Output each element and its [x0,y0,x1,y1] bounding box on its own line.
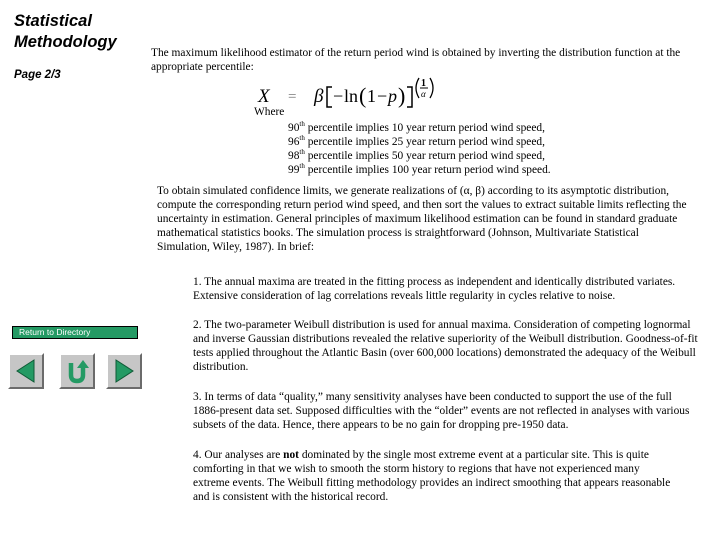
formula-p: p [388,86,397,106]
percentile-list [288,121,551,177]
percentile-item: 98th percentile implies 50 year return period wind speed, [288,148,545,162]
formula-exp-den: α [421,89,426,99]
title-line-2: Methodology [14,33,117,51]
return-to-directory-button[interactable]: Return to Directory [12,326,138,339]
list-item-4: 4. Our analyses are not dominated by the single most extreme event at a particular site. This is quite comforting in that we wish to smooth the storm history to regions that have not experienced many extreme events. The Weibull fitting methodology provides an indirect smoothing that appears reasonable and is consistent with the historical record. [193,449,671,503]
title-line-1: Statistical [14,12,92,30]
sidebar-title [14,11,144,53]
intro-paragraph: The maximum likelihood estimator of the return period wind is obtained by inverting the distribution function at the appropriate percentile: [151,47,681,73]
list-item-3: 3. In terms of data “quality,” many sensitivity analyses have been conducted to support the use of the full 1886-present data set. Supposed difficulties with the “older” events are not reflected in analyses with various subsets of the data. Hence, there appears to be no gain for dropping pre-1950 data. [193,391,690,431]
list-item-1: 1. The annual maxima are treated in the fitting process as independent and identically distributed variates. Extensive consideration of lag correlations reveals little regularity in cycles relative to noise. [193,276,676,302]
percentile-item: 90th percentile implies 10 year return period wind speed, [288,120,545,134]
formula-beta: β [314,86,324,107]
formula-exponent-paren-right [430,78,433,98]
u-turn-arrow-icon [61,355,93,387]
formula-right-bracket [407,87,412,107]
formula-left-paren: ( [359,83,367,108]
formula-ln: ln [344,86,359,106]
formula-equals: = [288,89,297,105]
formula-exp-num: 1 [421,78,426,89]
formula-one: 1 [367,86,376,106]
formula-right-paren: ) [398,83,406,108]
formula-minus-2: − [377,86,388,106]
previous-page-button[interactable] [8,353,44,389]
percentile-item: 99th percentile implies 100 year return period wind speed. [288,162,551,176]
formula-minus: − [333,86,344,106]
formula-x: X [258,86,270,107]
formula-left-bracket [327,87,332,107]
page-indicator: Page 2/3 [14,69,61,81]
where-label: Where [254,106,285,118]
list-item-2: 2. The two-parameter Weibull distribution is used for annual maxima. Consideration of competing lognormal and inverse Gaussian distributions revealed the relative superiority of the Weibull distribution. Goodness-of-fit tests applied throughout the Atlantic Basin (over 600,000 locations) demonstrated the adequacy of the Weibull distribution. [193,319,698,373]
triangle-right-icon [108,355,140,387]
triangle-left-icon [10,355,42,387]
next-page-button[interactable] [106,353,142,389]
return-button[interactable] [59,353,95,389]
simulation-paragraph: To obtain simulated confidence limits, we generate realizations of (α, β) according to its asymptotic distribution, compute the corresponding return period wind speed, and then sort the values to extract suitable limits reflecting the uncertainty in estimation. General principles of maximum likelihood estimation can be found in standard graduate mathematical statistics books. The simulation process is straightforward (Johnson, Multivariate Statistical Simulation, Wiley, 1987). In brief: [157,185,687,253]
emphasis-not: not [283,449,299,461]
percentile-item: 96th percentile implies 25 year return period wind speed, [288,134,545,148]
formula-exponent-paren-left [416,78,419,98]
return-period-formula [255,74,440,110]
